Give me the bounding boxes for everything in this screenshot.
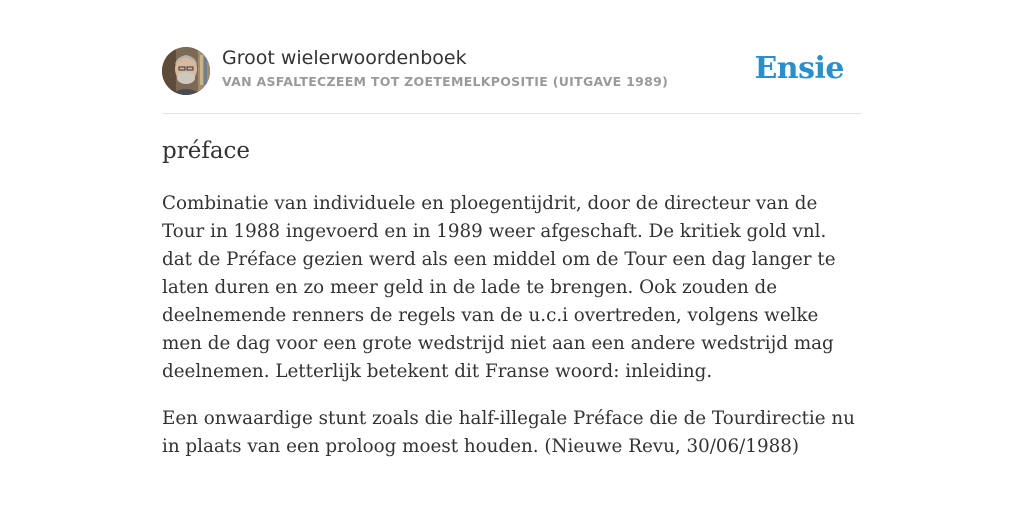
header (162, 46, 862, 96)
brand-logo[interactable]: Ensie (754, 51, 844, 86)
book-title[interactable]: Groot wielerwoordenboek (222, 47, 467, 69)
book-subtitle: VAN ASFALTECZEEM TOT ZOETEMELKPOSITIE (UITGAVE 1989) (222, 74, 669, 89)
entry-definition: Combinatie van individuele en ploegentijdrit, door de directeur van de Tour in 1988 ingevoerd en in 1989 weer afgeschaft. De kritiek gold vnl. dat de Préface gezien werd als een middel om de Tour een dag langer te laten duren en zo meer geld in de lade te brengen. Ook zouden de deelnemende renners de regels van de u.c.i overtreden, volgens welke men de dag voor een grote wedstrijd niet aan een andere wedstrijd mag deelnemen. Letterlijk betekent dit Franse woord: inleiding. (162, 193, 836, 382)
book-info (222, 46, 668, 90)
author-avatar-icon[interactable] (162, 47, 210, 95)
entry-title: préface (162, 138, 251, 164)
header-divider (162, 113, 862, 114)
entry-quote: Een onwaardige stunt zoals die half-illegale Préface die de Tourdirectie nu in plaats van een proloog moest houden. (Nieuwe Revu, 30/06/1988) (162, 408, 855, 457)
entry-body (162, 190, 862, 480)
